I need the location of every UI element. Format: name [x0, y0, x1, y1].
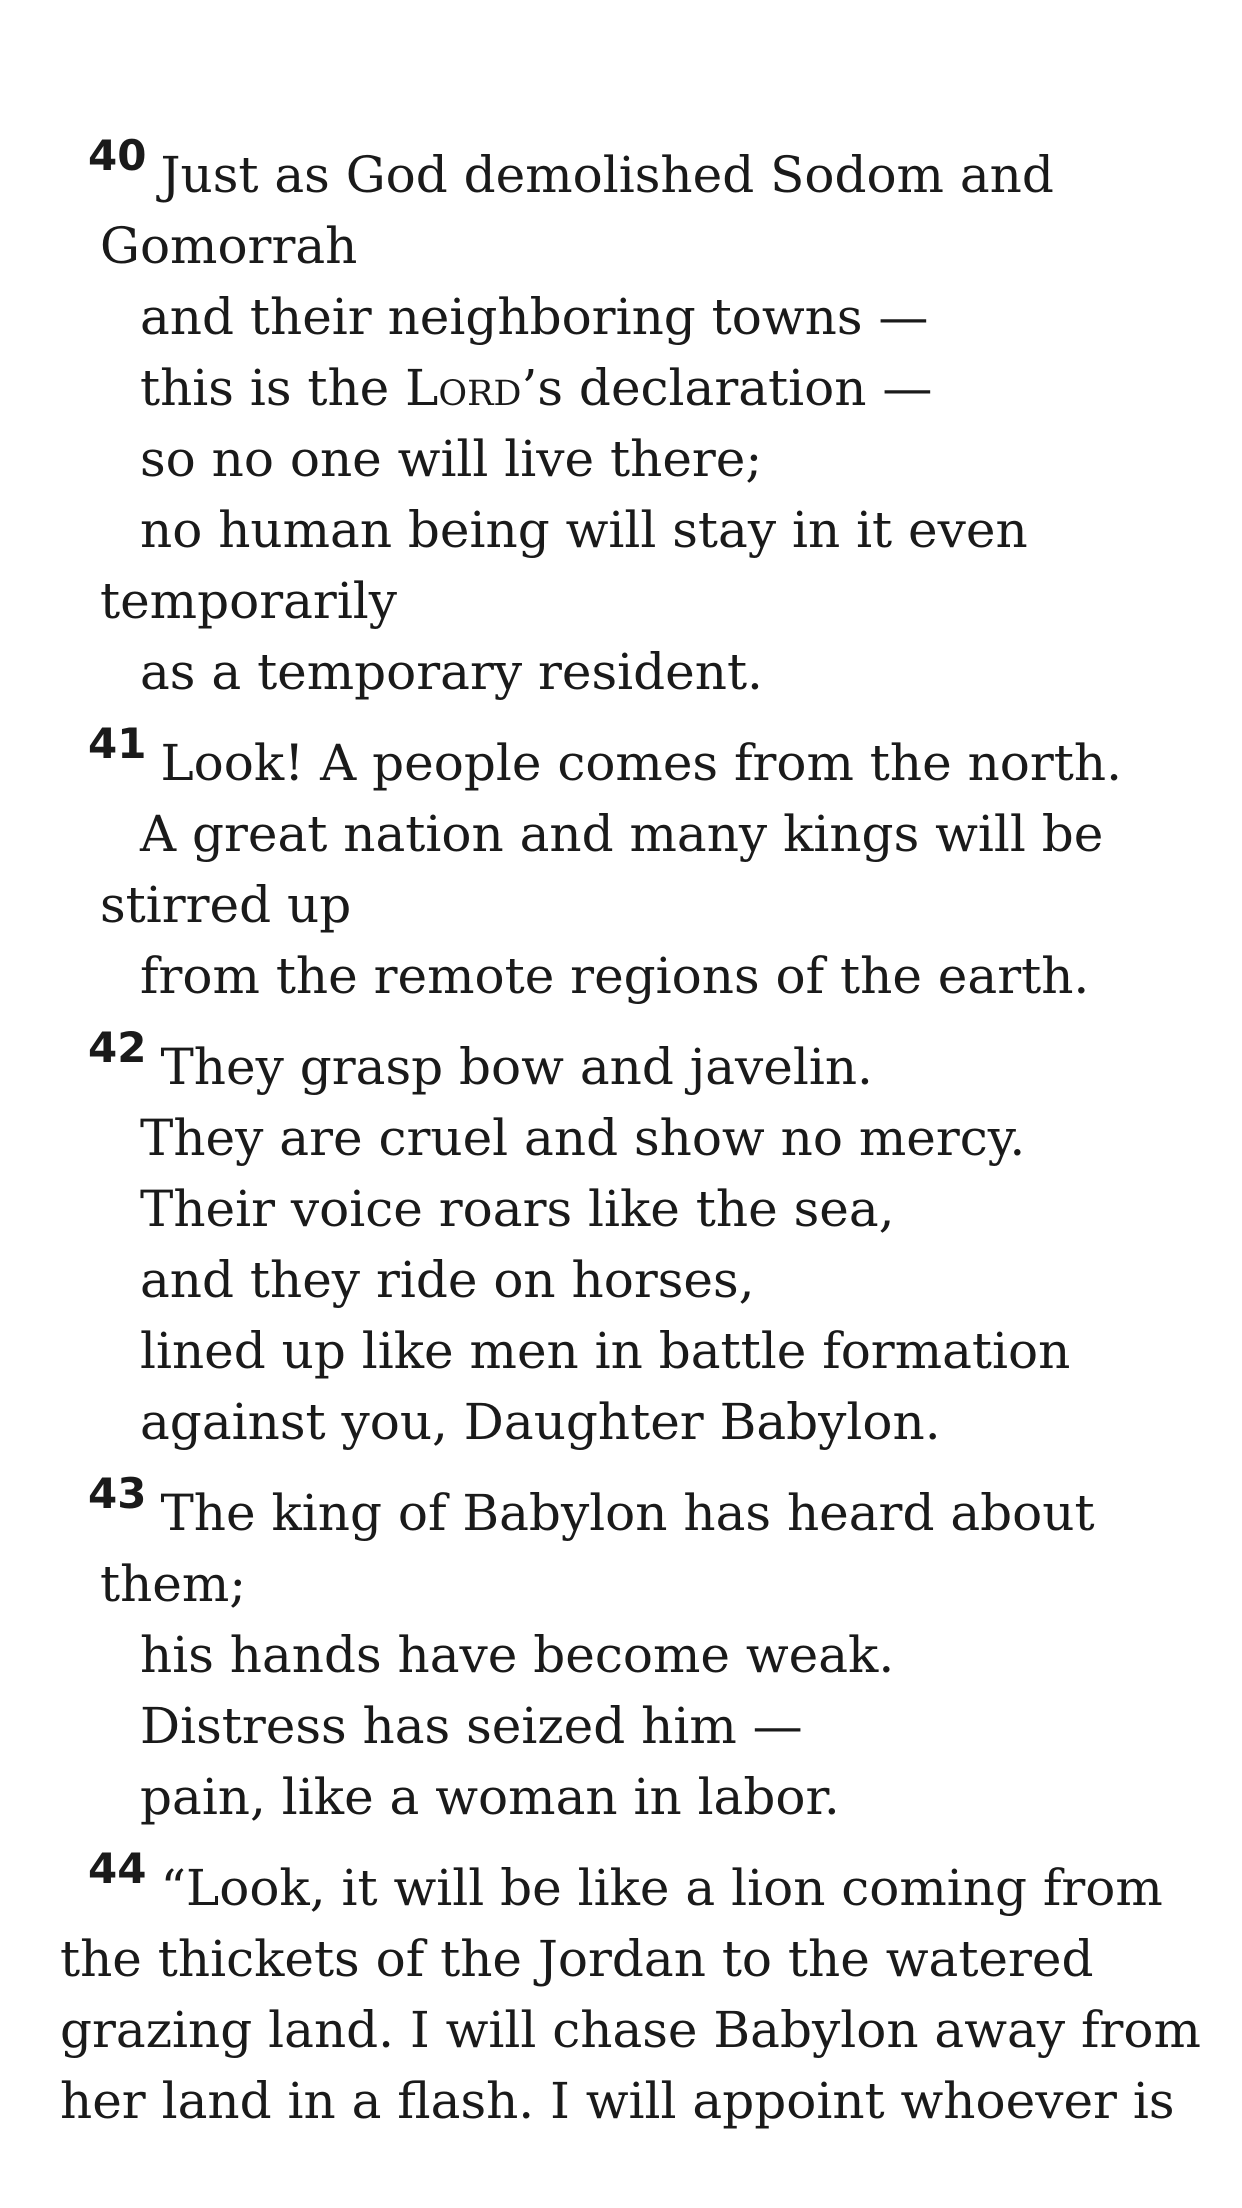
verse-40-line-5: so no one will live there;	[140, 430, 763, 488]
lord-divine-name-small-caps: ord	[438, 359, 522, 417]
verse-44-line-3: grazing land. I will chase Babylon away from	[60, 2001, 1201, 2059]
verse-43-line-4: Distress has seized him —	[140, 1697, 803, 1755]
verse-41-line-3: stirred up	[100, 876, 352, 934]
verse-42-line-1	[88, 1023, 873, 1103]
verse-text: “Look, it will be like a lion coming from	[160, 1859, 1163, 1917]
verse-43-line-3: his hands have become weak.	[140, 1626, 895, 1684]
verse-43-line-2: them;	[100, 1555, 247, 1613]
verse-41-line-4: from the remote regions of the earth.	[140, 947, 1090, 1005]
verse-42-line-3: Their voice roars like the sea,	[140, 1180, 895, 1238]
verse-40-line-6: no human being will stay in it even	[140, 501, 1028, 559]
verse-40-line-2: Gomorrah	[100, 217, 358, 275]
verse-40-line-1	[88, 131, 1054, 211]
verse-42-line-2: They are cruel and show no mercy.	[140, 1109, 1026, 1167]
verse-41-line-1	[88, 719, 1122, 799]
verse-number: 42	[88, 1023, 147, 1072]
verse-43-line-1	[88, 1469, 1095, 1549]
verse-42-line-4: and they ride on horses,	[140, 1251, 755, 1309]
verse-43-line-5: pain, like a woman in labor.	[140, 1768, 840, 1826]
verse-44-line-4: her land in a flash. I will appoint whoever is	[60, 2072, 1175, 2130]
verse-40-line-8: as a temporary resident.	[140, 643, 763, 701]
verse-44-line-2: the thickets of the Jordan to the watered	[60, 1930, 1094, 1988]
verse-text: Just as God demolished Sodom and	[160, 146, 1054, 204]
lord-line-before: this is the	[140, 359, 406, 417]
verse-40-line-3: and their neighboring towns —	[140, 288, 929, 346]
verse-number: 40	[88, 131, 147, 180]
verse-text: Look! A people comes from the north.	[160, 734, 1122, 792]
verse-40-line-7: temporarily	[100, 572, 398, 630]
verse-41-line-2: A great nation and many kings will be	[140, 805, 1104, 863]
verse-text: They grasp bow and javelin.	[160, 1038, 873, 1096]
verse-number: 43	[88, 1469, 147, 1518]
verse-42-line-5: lined up like men in battle formation	[140, 1322, 1071, 1380]
lord-line-after: ’s declaration —	[521, 359, 933, 417]
verse-44-line-1	[88, 1844, 1163, 1924]
verse-number: 44	[88, 1844, 147, 1893]
verse-number: 41	[88, 719, 147, 768]
verse-42-line-6: against you, Daughter Babylon.	[140, 1393, 941, 1451]
verse-text: The king of Babylon has heard about	[160, 1484, 1095, 1542]
lord-divine-name-initial: L	[405, 359, 439, 417]
verse-40-line-4	[140, 353, 932, 424]
